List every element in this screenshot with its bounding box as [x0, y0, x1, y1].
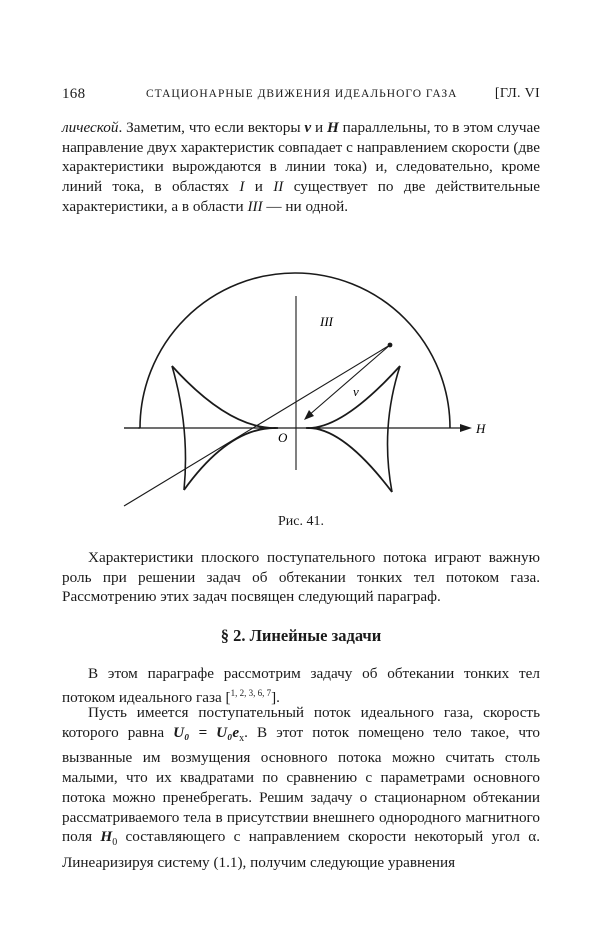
region-iii: III: [247, 197, 263, 215]
h0-subscript: 0: [112, 837, 118, 849]
text-run: . В этот поток помещено тело такое, что вызванные им возмущения основного потока можно считать столь малыми, что их квадратами по сравнению с параметрами основного потока можно пренебрегать. Решим задачу о стационарном обтекании рассматриваемого тела в присутствии внешнего однородного магнитного поля: [62, 723, 541, 846]
paragraph-2: Характеристики плоского поступательного потока играют важную роль при решении задач об обтекании тонких тел потоком газа. Рассмотрению этих задач посвящен следующий параграф.: [62, 549, 540, 606]
text-run: составляющего с направлением скорости некоторый угол α. Линеаризируя систему (1.1), получим следующие уравнения: [62, 828, 540, 871]
right-outer-arc: [388, 366, 401, 492]
chapter-marker: [ГЛ. VI: [494, 86, 540, 101]
h-axis-arrow: [460, 424, 472, 432]
word-fragment: лической: [62, 119, 119, 136]
section-title: § 2. Линейные задачи: [220, 626, 382, 645]
text-run: В этом параграфе рассмотрим задачу об обтекании тонких тел потоком идеального газа [: [62, 665, 540, 706]
label-h-axis: H: [476, 421, 486, 436]
paragraph-3: [62, 664, 540, 707]
text-run: — ни одной.: [262, 197, 348, 215]
magnetic-field-h0: H: [100, 828, 113, 846]
paragraph-1: [62, 118, 540, 217]
region-ii: II: [273, 178, 284, 196]
paragraph-4: [62, 703, 540, 873]
text-run: . Заметим, что если векторы: [118, 119, 305, 136]
text-run: и: [311, 119, 327, 136]
equation-subscript: x: [239, 732, 245, 744]
velocity-equation: U₀ = U₀e: [173, 723, 240, 741]
velocity-tip-point: [388, 343, 393, 348]
label-v: v: [353, 384, 359, 399]
text-run: ].: [271, 688, 280, 706]
vector-h: H: [326, 119, 339, 136]
velocity-vector: [308, 345, 390, 416]
running-head: СТАЦИОНАРНЫЕ ДВИЖЕНИЯ ИДЕАЛЬНОГО ГАЗА: [146, 88, 458, 100]
text-run: и: [244, 178, 274, 196]
semicircle-curve: [140, 273, 450, 428]
text-run: существует по две действительные характеристики, а в области: [62, 178, 540, 215]
label-region-iii: III: [320, 314, 333, 329]
diagonal-line: [124, 345, 390, 506]
citation-refs[interactable]: 1, 2, 3, 6, 7: [230, 687, 272, 698]
figure-caption: Рис. 41.: [278, 514, 324, 529]
text-run: Пусть имеется поступательный поток идеального газа, скорость которого равна: [62, 704, 540, 741]
page-number: 168: [62, 86, 86, 102]
region-i: I: [239, 178, 245, 196]
vector-v: v: [304, 119, 312, 136]
text-run: параллельны, то в этом случае направление двух характеристик совпадает с направлением скорости (две характеристики вырождаются в линии тока) и, следовательно, кроме линий тока, в областях: [62, 119, 540, 196]
figure-41: [110, 248, 510, 518]
page-header: [62, 86, 540, 108]
label-origin: O: [278, 430, 288, 445]
